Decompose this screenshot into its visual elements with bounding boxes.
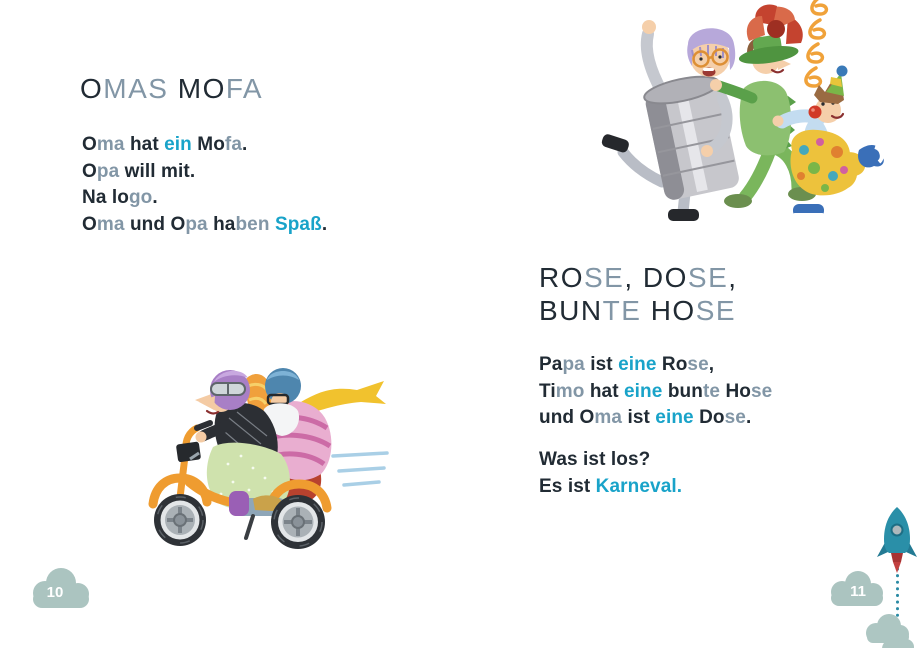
syllable-segment: O — [80, 73, 104, 104]
syllable-segment: fa — [224, 134, 243, 155]
title-line — [539, 294, 738, 327]
syllable-segment: Ro — [661, 354, 688, 375]
title-line — [539, 261, 738, 294]
syllable-segment: se — [750, 380, 773, 402]
syllable-segment: ist — [584, 354, 619, 375]
syllable-segment: SE — [695, 295, 737, 326]
story-line — [539, 447, 682, 474]
story-line — [539, 379, 772, 406]
page-number-left: 10 — [46, 584, 64, 601]
syllable-segment: . — [745, 407, 752, 429]
syllable-segment: Karneval. — [595, 475, 683, 497]
syllable-segment: Was ist los? — [539, 449, 651, 470]
syllable-segment: SE — [687, 262, 729, 293]
syllable-segment: go — [128, 187, 153, 209]
story-line — [539, 352, 772, 379]
syllable-segment: mo — [555, 380, 585, 402]
syllable-segment: ma — [594, 407, 623, 429]
syllable-segment: ist — [622, 407, 656, 429]
left-page-title — [80, 72, 263, 105]
syllable-segment: Do — [699, 407, 725, 429]
syllable-segment: MAS — [103, 73, 169, 104]
syllable-segment: Na lo — [82, 187, 129, 209]
syllable-segment: Ho — [725, 380, 751, 402]
syllable-segment: Spaß — [274, 213, 322, 235]
story-line — [82, 159, 327, 186]
syllable-segment: Es ist — [539, 475, 596, 497]
syllable-segment: Pa — [539, 354, 563, 375]
syllable-segment: . — [152, 187, 158, 209]
right-story-block — [539, 352, 772, 432]
page-number-right: 11 — [850, 583, 866, 600]
syllable-segment: ein — [164, 134, 192, 155]
syllable-segment: und O — [124, 213, 186, 235]
cloud-icon — [866, 614, 914, 648]
syllable-segment: ha — [207, 213, 236, 235]
syllable-segment: Ti — [539, 380, 556, 402]
syllable-segment: eine — [624, 380, 663, 402]
syllable-segment: pa — [562, 354, 585, 375]
syllable-segment: se — [687, 354, 709, 375]
syllable-segment: FA — [225, 73, 264, 104]
right-page-title — [539, 261, 738, 327]
syllable-segment: eine — [618, 354, 657, 375]
syllable-segment: will mit. — [119, 160, 196, 182]
wheel-icon — [271, 495, 325, 549]
syllable-segment: O — [82, 134, 97, 155]
syllable-segment — [641, 295, 650, 326]
syllable-segment: ma — [96, 134, 125, 155]
rocket-icon — [877, 507, 917, 573]
page-number-cloud-right — [827, 568, 889, 608]
syllable-segment — [168, 73, 177, 104]
syllable-segment: eine — [655, 407, 694, 429]
syllable-segment: se — [724, 407, 746, 429]
right-question-block — [539, 447, 682, 500]
syllable-segment: Mo — [197, 134, 225, 155]
syllable-segment: bun — [667, 380, 703, 402]
speed-lines-icon — [333, 453, 387, 485]
story-line — [82, 212, 327, 239]
syllable-segment: O — [82, 213, 97, 235]
syllable-segment: O — [82, 160, 97, 182]
syllable-segment: pa — [96, 160, 120, 182]
syllable-segment: TE — [602, 295, 642, 326]
syllable-segment: MO — [177, 73, 226, 104]
syllable-segment: RO — [539, 262, 584, 293]
syllable-segment: und O — [539, 407, 595, 429]
left-story-block — [82, 132, 327, 238]
syllable-segment: ben — [235, 213, 270, 235]
syllable-segment: SE — [584, 262, 625, 293]
wheel-icon — [154, 494, 206, 546]
syllable-segment: ma — [96, 213, 125, 235]
syllable-segment: . — [321, 213, 328, 235]
story-line — [539, 474, 682, 501]
page-number-cloud-left — [28, 566, 94, 610]
syllable-segment: BUN — [539, 295, 603, 326]
syllable-segment: hat — [124, 134, 165, 155]
syllable-segment: . — [242, 134, 248, 155]
syllable-segment: , — [708, 354, 715, 375]
carnival-illustration — [592, 0, 884, 228]
syllable-segment: , — [624, 262, 643, 293]
syllable-segment: DO — [642, 262, 688, 293]
syllable-segment: HO — [650, 295, 696, 326]
moped-illustration — [133, 352, 393, 557]
story-line — [82, 132, 327, 159]
syllable-segment: pa — [185, 213, 208, 235]
syllable-segment: hat — [584, 380, 625, 402]
streamer-icon — [806, 0, 826, 86]
syllable-segment: te — [702, 380, 721, 402]
story-line — [539, 405, 772, 432]
story-line — [82, 185, 327, 212]
syllable-segment: , — [728, 262, 738, 293]
grandma-can-figure — [601, 20, 741, 221]
right-page — [459, 0, 918, 648]
